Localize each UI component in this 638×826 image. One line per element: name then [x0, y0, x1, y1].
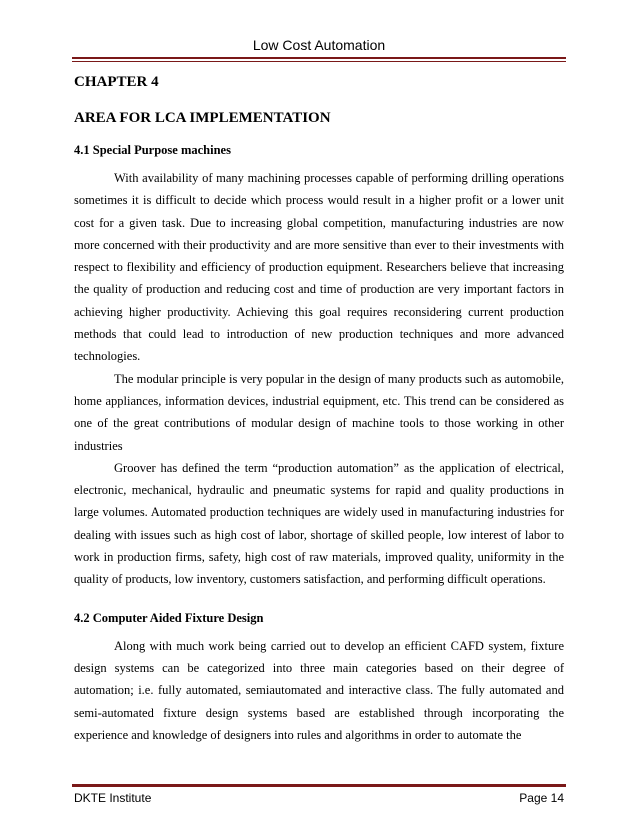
header-rule-thick	[72, 57, 566, 59]
page-body	[74, 72, 564, 746]
footer-rule	[72, 784, 566, 787]
paragraph: Along with much work being carried out to develop an efficient CAFD system, fixture design systems can be categorized into three main categories based on their degree of automation; i.e. fully automated, semiautomated and interactive class. The fully automated and semi-automated fixture design systems based are established through incorporating the experience and knowledge of designers into rules and algorithms in order to automate the	[74, 638, 564, 742]
chapter-title: AREA FOR LCA IMPLEMENTATION	[74, 110, 331, 126]
section-heading-4-1: 4.1 Special Purpose machines	[74, 143, 231, 157]
footer-page-number: Page 14	[519, 791, 564, 805]
footer-institute: DKTE Institute	[74, 791, 152, 805]
page-header-title: Low Cost Automation	[252, 37, 386, 53]
paragraph: The modular principle is very popular in the design of many products such as automobile, home appliances, information devices, industrial equipment, etc. This trend can be considered as one of the great contributions of modular design of machine tools to those working in other industries	[74, 371, 564, 453]
header-rule-thin	[72, 61, 566, 62]
paragraph: Groover has defined the term “production automation” as the application of electrical, electronic, mechanical, hydraulic and pneumatic systems for rapid and quality productions in large volumes. Automated production techniques are widely used in manufacturing industries for dealing with issues such as high cost of labor, shortage of skilled people, low interest of labor to work in production firms, safety, high cost of raw materials, improved quality, uniformity in the quality of products, low inventory, customers satisfaction, and performing difficult operations.	[74, 460, 564, 587]
section-heading-4-2: 4.2 Computer Aided Fixture Design	[74, 610, 264, 625]
paragraph: With availability of many machining processes capable of performing drilling operations sometimes it is difficult to decide which process would result in a higher profit or a lower unit cost for a given task. Due to increasing global competition, manufacturing industries are now more concerned with their productivity and are more sensitive than ever to their investments with respect to flexibility and efficiency of production equipment. Researchers believe that increasing the quality of production and reducing cost and time of production are very important factors in achieving higher productivity. Achieving this goal requires reconsidering current production methods that could lead to introduction of new production techniques and more advanced technologies.	[74, 171, 564, 364]
chapter-heading: CHAPTER 4	[74, 74, 159, 90]
